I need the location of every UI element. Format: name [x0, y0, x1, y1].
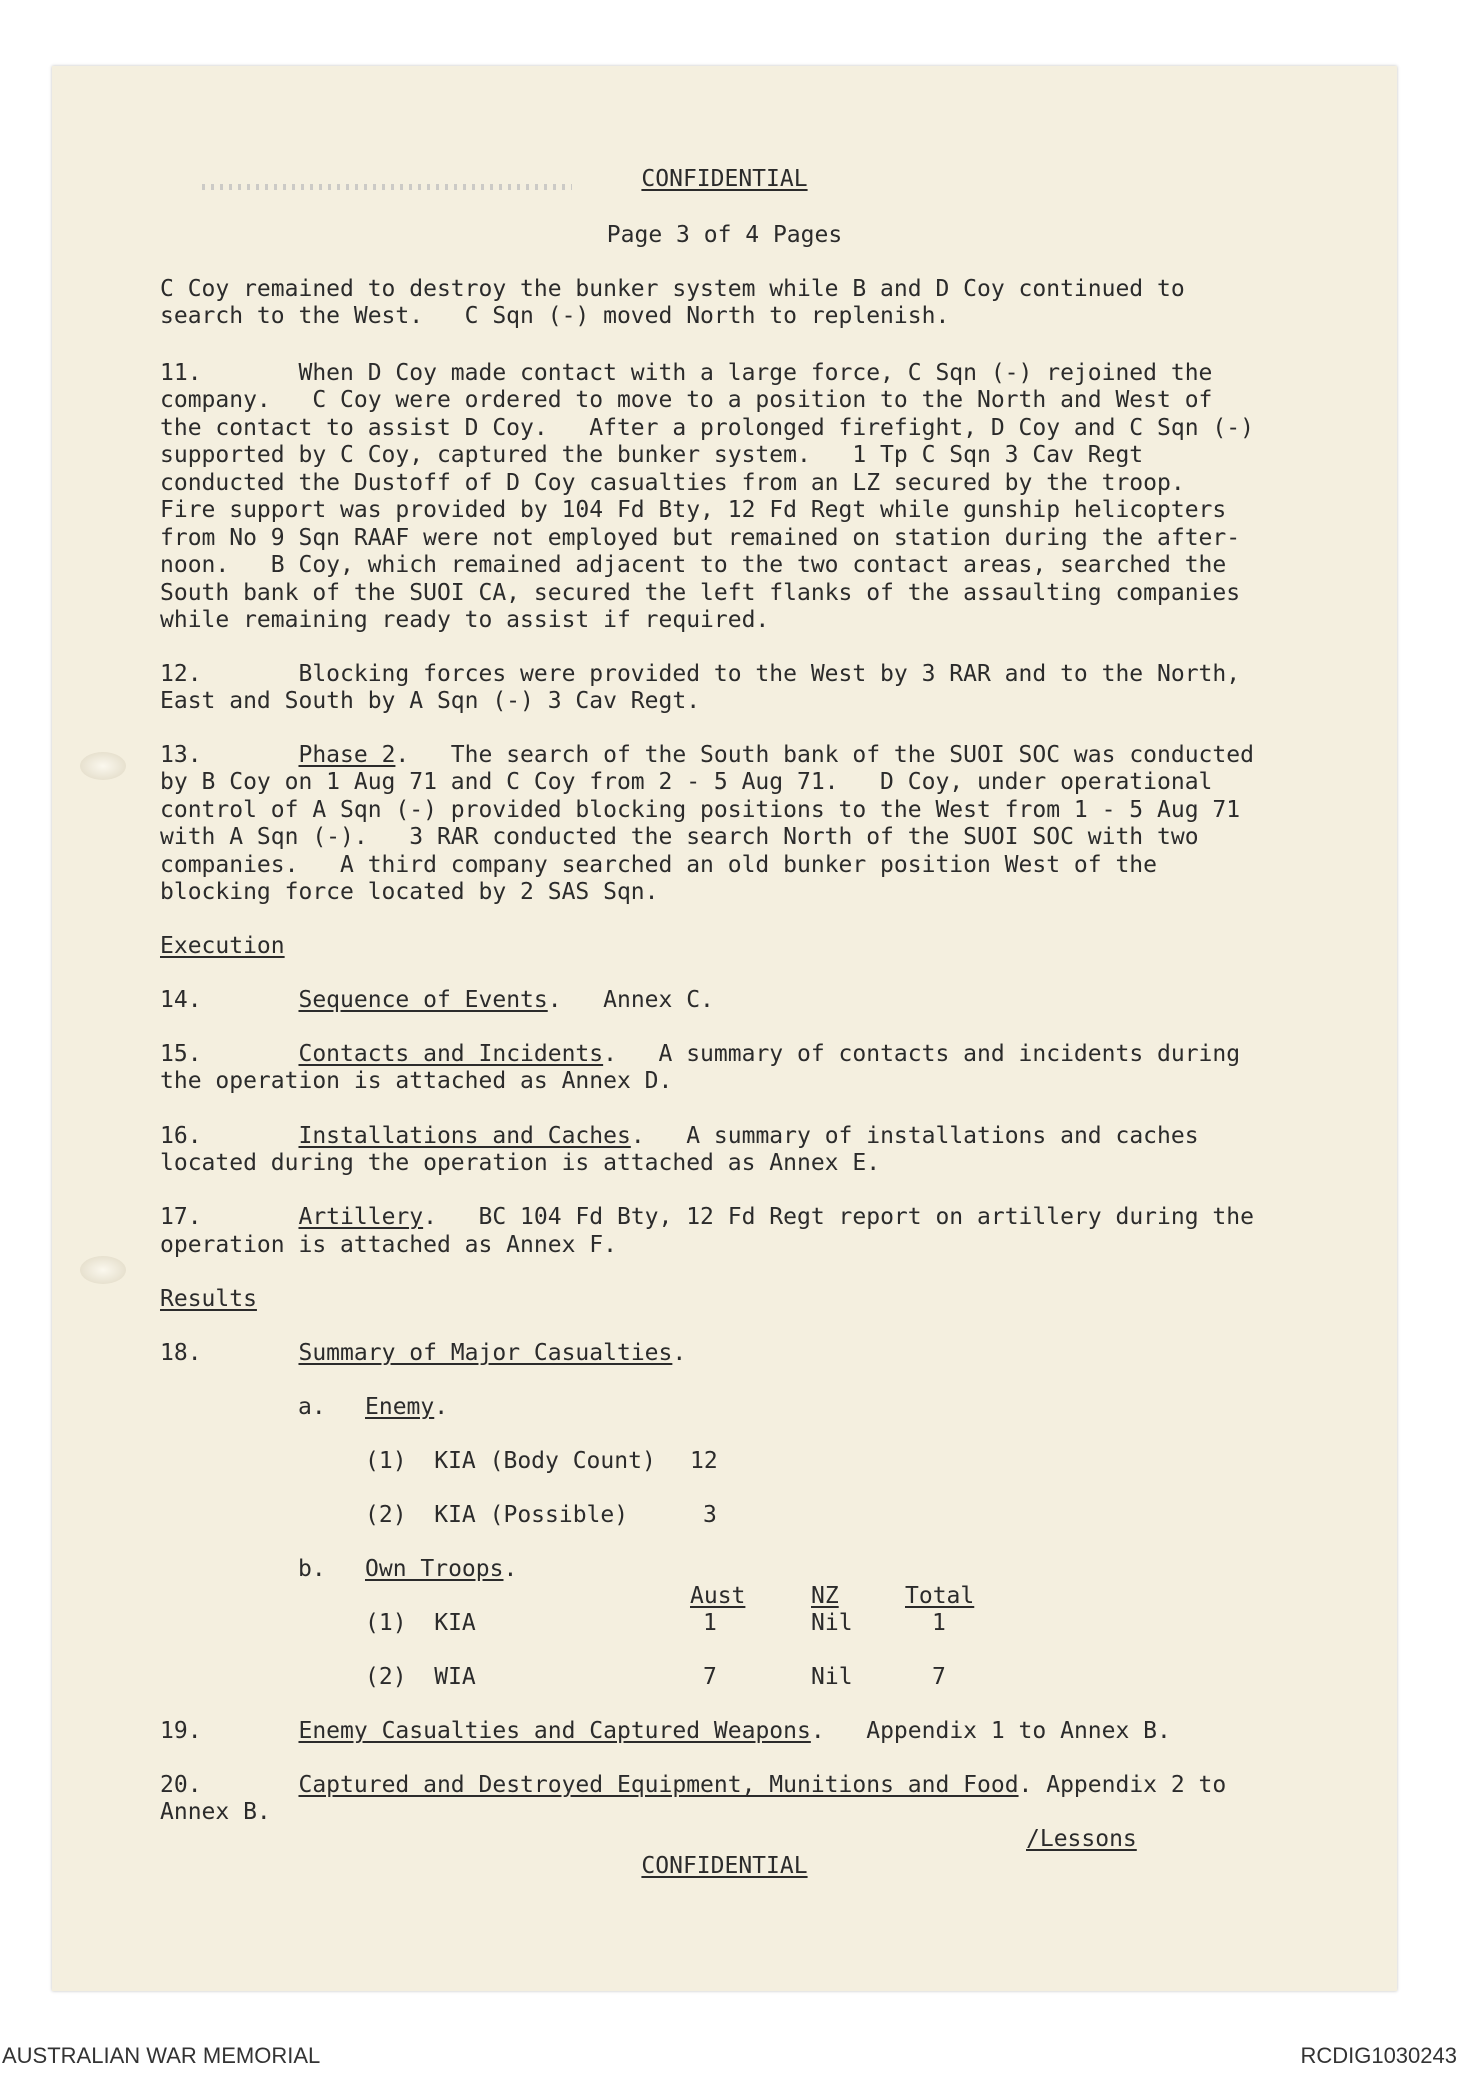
- para-18-heading: 18. Summary of Major Casualties.: [160, 1340, 687, 1366]
- para-11-line: supported by C Coy, captured the bunker system. 1 Tp C Sqn 3 Cav Regt: [160, 442, 1144, 468]
- intro-line-1: C Coy remained to destroy the bunker system while B and D Coy continued to: [160, 276, 1185, 302]
- para-15-line-1: 15. Contacts and Incidents. A summary of contacts and incidents during: [160, 1041, 1241, 1067]
- archive-caption-left: AUSTRALIAN WAR MEMORIAL: [2, 2043, 321, 2068]
- para-14: 14. Sequence of Events. Annex C.: [160, 987, 714, 1013]
- own-troops-label: b.: [298, 1556, 326, 1582]
- para-11-line: Fire support was provided by 104 Fd Bty, 12 Fd Regt while gunship helicopters: [160, 497, 1227, 523]
- para-11-line: company. C Coy were ordered to move to a position to the North and West of: [160, 387, 1213, 413]
- archive-caption-right: RCDIG1030243: [1300, 2043, 1457, 2068]
- para-13-line: control of A Sqn (-) provided blocking positions to the West from 1 - 5 Aug 71: [160, 797, 1241, 823]
- punch-hole-bottom: [80, 1256, 126, 1284]
- col-header-total: Total: [905, 1583, 975, 1609]
- para-11-line: South bank of the SUOI CA, secured the left flanks of the assaulting companies: [160, 580, 1241, 606]
- para-20-line-1: 20. Captured and Destroyed Equipment, Munitions and Food. Appendix 2 to: [160, 1772, 1227, 1798]
- para-11-line: the contact to assist D Coy. After a prolonged firefight, D Coy and C Sqn (-): [160, 415, 1254, 441]
- footer-classification: CONFIDENTIAL: [641, 1853, 808, 1879]
- own-row-nz: Nil: [811, 1610, 853, 1636]
- execution-heading: Execution: [160, 933, 285, 959]
- para-12-line: 12. Blocking forces were provided to the West by 3 RAR and to the North,: [160, 661, 1241, 687]
- enemy-heading: Enemy.: [365, 1394, 449, 1420]
- para-17-line-1: 17. Artillery. BC 104 Fd Bty, 12 Fd Regt report on artillery during the: [160, 1204, 1254, 1230]
- para-11-line: conducted the Dustoff of D Coy casualties from an LZ secured by the troop.: [160, 470, 1185, 496]
- para-16-line-1: 16. Installations and Caches. A summary of installations and caches: [160, 1123, 1199, 1149]
- para-15-line-2: the operation is attached as Annex D.: [160, 1068, 673, 1094]
- para-13-line: with A Sqn (-). 3 RAR conducted the search North of the SUOI SOC with two: [160, 824, 1199, 850]
- col-header-nz: NZ: [811, 1583, 839, 1609]
- para-13-line: blocking force located by 2 SAS Sqn.: [160, 879, 659, 905]
- enemy-row-value: 12: [690, 1448, 718, 1474]
- intro-line-2: search to the West. C Sqn (-) moved North to replenish.: [160, 303, 950, 329]
- own-troops-heading: Own Troops.: [365, 1556, 518, 1582]
- own-row-aust: 1: [703, 1610, 717, 1636]
- para-11-line: 11. When D Coy made contact with a large force, C Sqn (-) rejoined the: [160, 360, 1213, 386]
- para-17-line-2: operation is attached as Annex F.: [160, 1232, 617, 1258]
- enemy-label: a.: [298, 1394, 326, 1420]
- enemy-row-item: (1) KIA (Body Count): [365, 1448, 656, 1474]
- para-11-line: while remaining ready to assist if required.: [160, 607, 770, 633]
- own-row-aust: 7: [703, 1664, 717, 1690]
- own-row-item: (2) WIA: [365, 1664, 476, 1690]
- own-row-total: 7: [932, 1664, 946, 1690]
- enemy-row-value: 3: [703, 1502, 717, 1528]
- para-20-line-2: Annex B.: [160, 1799, 271, 1825]
- results-heading: Results: [160, 1286, 257, 1312]
- own-row-total: 1: [932, 1610, 946, 1636]
- para-13-line: companies. A third company searched an old bunker position West of the: [160, 852, 1157, 878]
- header-classification: CONFIDENTIAL: [641, 166, 808, 192]
- para-13-line-1: 13. Phase 2. The search of the South bank of the SUOI SOC was conducted: [160, 742, 1254, 768]
- page-info: Page 3 of 4 Pages: [606, 222, 843, 248]
- punch-hole-top: [80, 752, 126, 780]
- para-12-line: East and South by A Sqn (-) 3 Cav Regt.: [160, 688, 701, 714]
- enemy-row-item: (2) KIA (Possible): [365, 1502, 629, 1528]
- para-13-line: by B Coy on 1 Aug 71 and C Coy from 2 - 5 Aug 71. D Coy, under operational: [160, 769, 1213, 795]
- para-11-line: from No 9 Sqn RAAF were not employed but remained on station during the after-: [160, 525, 1241, 551]
- document-page: [52, 66, 1397, 1991]
- continuation-marker: /Lessons: [1026, 1826, 1137, 1852]
- para-11-line: noon. B Coy, which remained adjacent to the two contact areas, searched the: [160, 552, 1227, 578]
- para-19: 19. Enemy Casualties and Captured Weapons. Appendix 1 to Annex B.: [160, 1718, 1171, 1744]
- para-16-line-2: located during the operation is attached as Annex E.: [160, 1150, 881, 1176]
- own-row-nz: Nil: [811, 1664, 853, 1690]
- col-header-aust: Aust: [690, 1583, 746, 1609]
- own-row-item: (1) KIA: [365, 1610, 476, 1636]
